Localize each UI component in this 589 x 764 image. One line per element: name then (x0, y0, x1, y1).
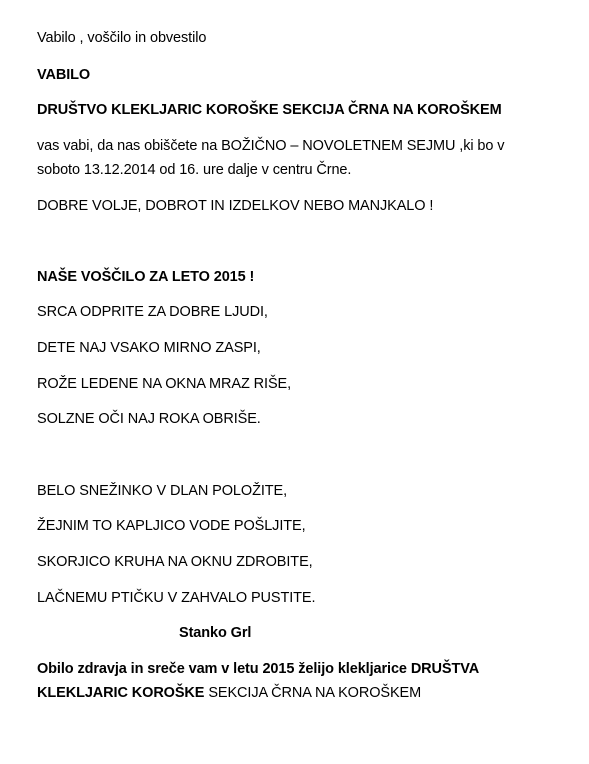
poem-author: Stanko Grl (179, 625, 252, 641)
poem-line: ŽEJNIM TO KAPLJICO VODE POŠLJITE, (37, 518, 306, 534)
poem-line: SRCA ODPRITE ZA DOBRE LJUDI, (37, 304, 268, 320)
greeting-heading: NAŠE VOŠČILO ZA LETO 2015 ! (37, 269, 255, 285)
invite-heading: VABILO (37, 67, 91, 83)
closing-bold-text: Obilo zdravja in sreče vam v letu 2015 želijo klekljarice DRUŠTVA KLEKLJARIC KOROŠKE (37, 661, 479, 701)
slogan-line: DOBRE VOLJE, DOBROT IN IZDELKOV NEBO MANJKALO ! (37, 198, 434, 214)
closing-regular-text: SEKCIJA ČRNA NA KOROŠKEM (204, 685, 422, 701)
poem-line: SOLZNE OČI NAJ ROKA OBRIŠE. (37, 411, 261, 427)
poem-line: ROŽE LEDENE NA OKNA MRAZ RIŠE, (37, 376, 292, 392)
poem-line: LAČNEMU PTIČKU V ZAHVALO PUSTITE. (37, 590, 316, 606)
closing-paragraph (37, 657, 542, 705)
poem-line: BELO SNEŽINKO V DLAN POLOŽITE, (37, 483, 288, 499)
invite-text: vas vabi, da nas obiščete na BOŽIČNO – NOVOLETNEM SEJMU ,ki bo v soboto 13.12.2014 od 16. ure dalje v centru Črne. (37, 138, 505, 178)
poem-line: SKORJICO KRUHA NA OKNU ZDROBITE, (37, 554, 313, 570)
poem-line: DETE NAJ VSAKO MIRNO ZASPI, (37, 340, 261, 356)
society-heading: DRUŠTVO KLEKLJARIC KOROŠKE SEKCIJA ČRNA NA KOROŠKEM (37, 102, 502, 118)
intro-line: Vabilo , voščilo in obvestilo (37, 30, 207, 46)
